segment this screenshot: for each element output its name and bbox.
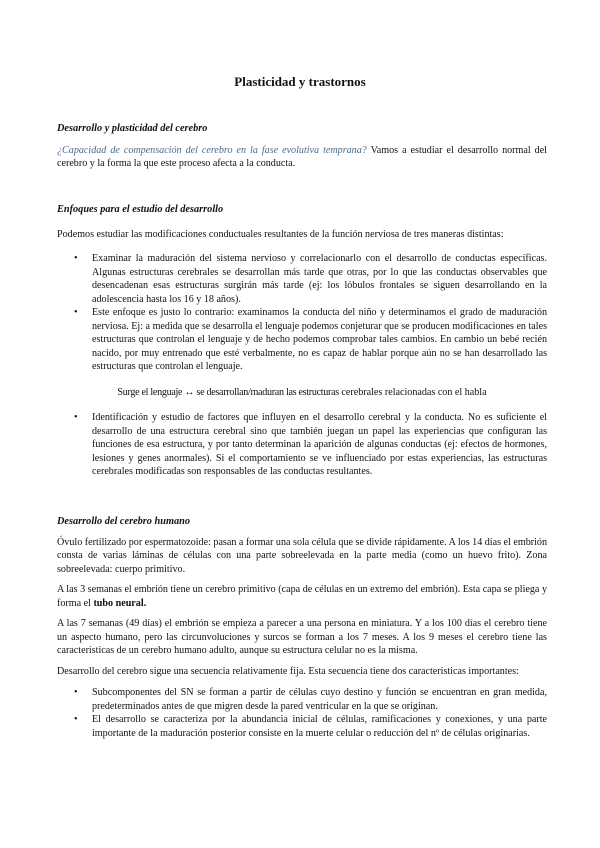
paragraph: Desarrollo del cerebro sigue una secuencia relativamente fija. Esta secuencia tiene dos características importantes: bbox=[57, 665, 519, 677]
bold-term: tubo neural. bbox=[93, 597, 147, 609]
approaches-list-continued bbox=[57, 411, 547, 479]
list-item bbox=[57, 252, 547, 306]
list-item bbox=[57, 713, 547, 740]
list-item-text: Identificación y estudio de factores que influyen en el desarrollo cerebral y la conducta. No es suficiente el desarrollo de una estructura cerebral sino que también juegan un papel las experiencias que configuran las funciones de esa estructura, y por tanto determinan la aparición de algunas conductas (ej: efectos de hormones, lesiones y genes anormales). Si el comportamiento se ve influenciado por estas experiencias, las estructuras cerebrales modificadas son responsables de las conductas resultantes. bbox=[92, 412, 547, 477]
section-cerebro-humano bbox=[57, 515, 547, 740]
list-item bbox=[57, 686, 547, 713]
list-item-text: El desarrollo se caracteriza por la abundancia inicial de células, ramificaciones y conexiones, y una parte importante de la maduración posterior consiste en la muerte celular o reducción del nº de células originarias. bbox=[92, 714, 547, 739]
paragraph-text: Vamos a estudiar el desarrollo normal del cerebro y la forma la que este proceso afecta a la conducta. bbox=[57, 144, 547, 169]
bullet-icon: • bbox=[74, 687, 78, 698]
list-item bbox=[57, 411, 547, 479]
bullet-icon: • bbox=[74, 307, 78, 318]
paragraph-text: A las 3 semanas el embrión tiene un cerebro primitivo (capa de células en un extremo del embrión). Esta capa se pliega y forma el bbox=[57, 584, 547, 609]
bullet-icon: • bbox=[74, 412, 78, 423]
paragraph-intro: Podemos estudiar las modificaciones conductuales resultantes de la función nerviosa de tres maneras distintas: bbox=[57, 228, 504, 240]
page-title: Plasticidad y trastornos bbox=[234, 74, 366, 89]
section-enfoques bbox=[57, 203, 547, 479]
relation-text-end: cerebrales relacionadas con el habla bbox=[338, 386, 487, 398]
section-heading: Desarrollo del cerebro humano bbox=[57, 516, 191, 527]
characteristics-list bbox=[57, 686, 547, 740]
list-item-text: Subcomponentes del SN se forman a partir de células cuyo destino y función se encuentran en gran medida, predeterminados antes de que migren desde la pared ventricular en la que se originan. bbox=[92, 687, 547, 712]
bullet-icon: • bbox=[74, 253, 78, 264]
paragraph bbox=[57, 583, 547, 610]
paragraph: Óvulo fertilizado por espermatozoide: pasan a formar una sola célula que se divide rápidamente. A los 14 días el embrión consta de varias láminas de células con una parte sobreelevada en la parte media (como un huevo frito). Zona sobreelevada: cuerpo primitivo. bbox=[57, 536, 547, 575]
section-heading: Desarrollo y plasticidad del cerebro bbox=[57, 123, 208, 134]
approaches-list bbox=[57, 252, 547, 374]
question-text: ¿Capacidad de compensación del cerebro en la fase evolutiva temprana? bbox=[57, 144, 367, 156]
paragraph: A las 7 semanas (49 días) el embrión se empieza a parecer a una persona en miniatura. Y a los 100 días el cerebro tiene un aspecto humano, pero las circunvoluciones y surcos se forman a los 7 meses. A los 9 meses el cerebro tiene las características de un cerebro humano adulto, aunque su estructura celular no es la misma. bbox=[57, 618, 547, 656]
list-item-text: Examinar la maduración del sistema nervioso y correlacionarlo con el desarrollo de conductas específicas. Algunas estructuras cerebrales se desarrollan más tarde que otras, por lo que las conductas observables que desencadenan esas estructuras surgirán más tarde (ej: los lóbulos frontales se siguen desarrollando en la adolescencia hasta los 16 y 18 años). bbox=[92, 253, 547, 305]
section-desarrollo-plasticidad bbox=[57, 122, 547, 171]
section-heading: Enfoques para el estudio del desarrollo bbox=[57, 204, 224, 215]
bullet-icon: • bbox=[74, 714, 78, 725]
list-item-text: Este enfoque es justo lo contrario: examinamos la conducta del niño y determinamos el grado de maduración nerviosa. Ej: a medida que se desarrolla el lenguaje podemos conjeturar que se producen modificaciones en tales estructuras que controlan el lenguaje y de hecho podemos comprobar tales cambios. En cambio un bebé recién nacido, por muy entrenado que esté verbalmente, no es capaz de hablar porque aún no se han desarrollado las estructuras que controlan el lenguaje. bbox=[92, 307, 547, 372]
relation-text: Surge el lenguaje ↔ se desarrollan/maduran las estructuras bbox=[117, 386, 339, 398]
list-item bbox=[57, 306, 547, 374]
paragraph bbox=[57, 144, 547, 171]
language-relation-line bbox=[57, 386, 547, 400]
